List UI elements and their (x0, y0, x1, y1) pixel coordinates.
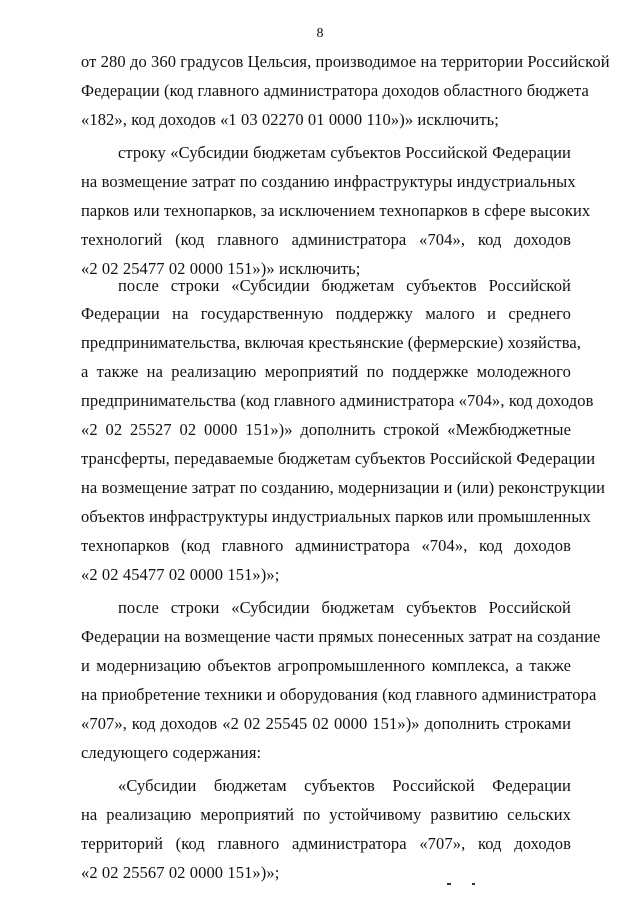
text-line: и модернизацию объектов агропромышленного комплекса, а также (81, 656, 571, 675)
text-line: Федерации (код главного администратора доходов областного бюджета (81, 81, 589, 100)
text-line: «2 02 25477 02 0000 151»)» исключить; (81, 259, 361, 278)
scan-mark (472, 883, 475, 885)
text-line: территорий (код главного администратора «707», код доходов (81, 834, 571, 853)
text-line: предпринимательства, включая крестьянские (фермерские) хозяйства, (81, 333, 582, 352)
scan-mark (447, 883, 451, 885)
text-line: на реализацию мероприятий по устойчивому развитию сельских (81, 805, 571, 824)
text-line: Федерации на государственную поддержку малого и среднего (81, 304, 571, 323)
text-line: а также на реализацию мероприятий по поддержке молодежного (81, 362, 571, 381)
text-line: строку «Субсидии бюджетам субъектов Российской Федерации (118, 143, 571, 162)
text-line: технологий (код главного администратора «704», код доходов (81, 230, 571, 249)
text-line: после строки «Субсидии бюджетам субъектов Российской (118, 598, 571, 617)
text-line: технопарков (код главного администратора «704», код доходов (81, 536, 571, 555)
text-line: на возмещение затрат по созданию, модернизации и (или) реконструкции (81, 478, 606, 497)
text-line: на возмещение затрат по созданию инфраструктуры индустриальных (81, 172, 576, 191)
text-line: «2 02 25527 02 0000 151»)» дополнить строкой «Межбюджетные (81, 420, 571, 439)
text-line: «707», код доходов «2 02 25545 02 0000 151»)» дополнить строками (81, 714, 571, 733)
text-line: «2 02 25567 02 0000 151»)»; (81, 863, 280, 882)
text-line: «2 02 45477 02 0000 151»)»; (81, 565, 280, 584)
text-line: после строки «Субсидии бюджетам субъектов Российской (118, 276, 571, 295)
text-line: Федерации на возмещение части прямых понесенных затрат на создание (81, 627, 601, 646)
text-line: следующего содержания: (81, 743, 262, 762)
text-line: «Субсидии бюджетам субъектов Российской Федерации (118, 776, 571, 795)
page-number: 8 (316, 26, 324, 41)
text-line: трансферты, передаваемые бюджетам субъектов Российской Федерации (81, 449, 596, 468)
text-line: объектов инфраструктуры индустриальных парков или промышленных (81, 507, 591, 526)
text-line: «182», код доходов «1 03 02270 01 0000 110»)» исключить; (81, 110, 499, 129)
text-line: от 280 до 360 градусов Цельсия, производимое на территории Российской (81, 52, 610, 71)
text-line: на приобретение техники и оборудования (код главного администратора (81, 685, 597, 704)
text-line: предпринимательства (код главного администратора «704», код доходов (81, 391, 594, 410)
text-line: парков или технопарков, за исключением технопарков в сфере высоких (81, 201, 591, 220)
